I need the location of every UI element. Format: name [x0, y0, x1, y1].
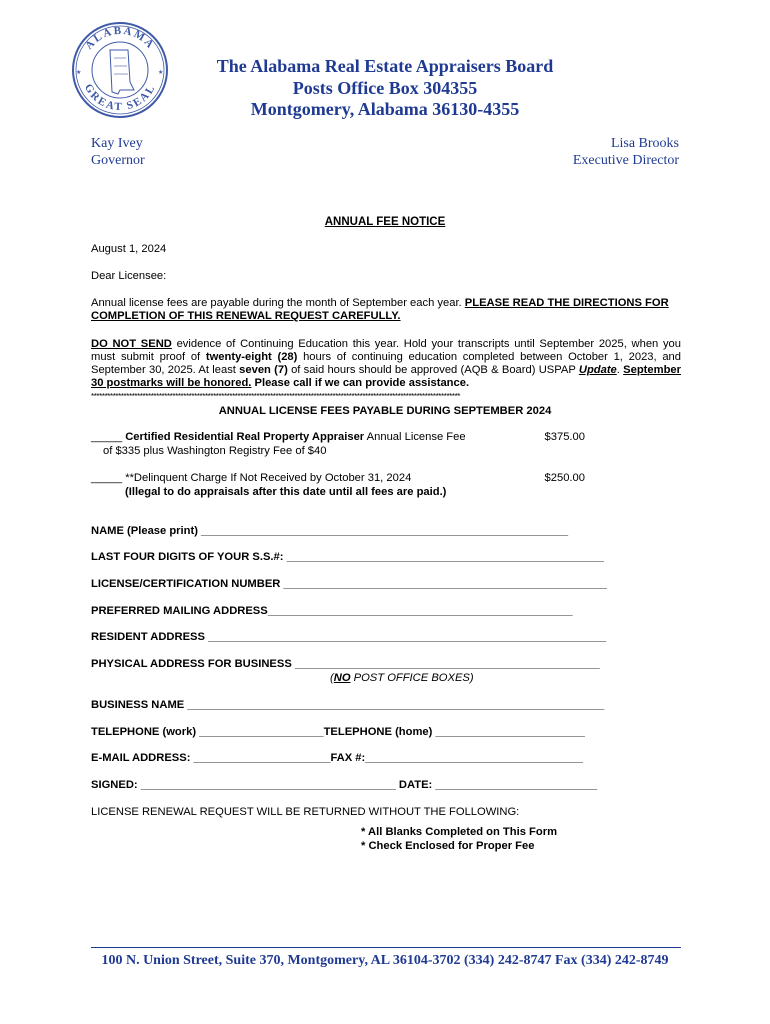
star-divider: ****************************************************************************************************************************************	[91, 392, 461, 401]
notice-date: August 1, 2024	[91, 243, 167, 255]
svg-text:★: ★	[76, 70, 82, 76]
governor-name: Kay Ivey	[91, 136, 143, 151]
fee-line-delinquent: _____ **Delinquent Charge If Not Received by October 31, 2024	[91, 472, 412, 484]
business-name-field[interactable]: BUSINESS NAME ___________________________________________________________________	[91, 699, 605, 711]
notice-title: ANNUAL FEE NOTICE	[324, 216, 446, 228]
paragraph-1: Annual license fees are payable during the month of September each year. PLEASE READ THE DIRECTIONS FOR COMPLETION OF THIS RENEWAL REQUEST CAREFULLY.	[91, 297, 669, 322]
requirement-check: * Check Enclosed for Proper Fee	[361, 840, 535, 852]
email-fax-fields[interactable]: E-MAIL ADDRESS: ______________________FAX #:___________________________________	[91, 752, 584, 764]
governor-title: Governor	[91, 153, 145, 168]
salutation: Dear Licensee:	[91, 270, 167, 282]
directions-emphasis: PLEASE READ THE DIRECTIONS FOR COMPLETION OF THIS RENEWAL REQUEST CAREFULLY.	[91, 297, 669, 322]
seal-top-text: ALABAMA	[82, 24, 158, 52]
returned-notice: LICENSE RENEWAL REQUEST WILL BE RETURNED WITHOUT THE FOLLOWING:	[91, 806, 520, 818]
footer-divider	[91, 947, 681, 948]
no-po-box-note: (NO POST OFFICE BOXES)	[330, 672, 474, 684]
mailing-address-field[interactable]: PREFERRED MAILING ADDRESS_________________________________________________	[91, 605, 573, 617]
svg-text:★: ★	[158, 70, 164, 76]
business-physical-address-field[interactable]: PHYSICAL ADDRESS FOR BUSINESS _________________________________________________	[91, 658, 600, 670]
director-block	[573, 135, 679, 169]
director-name: Lisa Brooks	[610, 136, 679, 151]
fee-line-certified: _____ Certified Residential Real Property Appraiser Annual License Fee	[91, 431, 466, 443]
footer-address: 100 N. Union Street, Suite 370, Montgomery, AL 36104-3702 (334) 242-8747 Fax (334) 242-8749	[101, 953, 669, 968]
seal-bottom-text: GREAT SEAL	[81, 82, 159, 114]
name-field[interactable]: NAME (Please print) ___________________________________________________________	[91, 525, 569, 537]
requirement-blanks: * All Blanks Completed on This Form	[361, 826, 558, 838]
svg-text:ALABAMA	[83, 25, 157, 52]
telephone-fields[interactable]: TELEPHONE (work) ____________________TELEPHONE (home) ________________________	[91, 726, 585, 738]
board-city: Montgomery, Alabama 36130-4355	[250, 99, 520, 119]
fee-line-certified-sub: of $335 plus Washington Registry Fee of $40	[103, 445, 327, 457]
board-po-box: Posts Office Box 304355	[292, 78, 478, 98]
fee-line-delinquent-note: (Illegal to do appraisals after this date until all fees are paid.)	[125, 486, 447, 498]
license-number-field[interactable]: LICENSE/CERTIFICATION NUMBER ____________________________________________________	[91, 578, 608, 590]
ssn-field[interactable]: LAST FOUR DIGITS OF YOUR S.S.#: ___________________________________________________	[91, 551, 604, 563]
board-name: The Alabama Real Estate Appraisers Board	[216, 56, 554, 76]
signature-date-fields[interactable]: SIGNED: _________________________________________ DATE: __________________________	[91, 779, 598, 791]
fees-heading: ANNUAL LICENSE FEES PAYABLE DURING SEPTEMBER 2024	[218, 405, 552, 417]
director-title: Executive Director	[572, 153, 679, 168]
governor-block	[91, 135, 145, 169]
paragraph-2: DO NOT SEND evidence of Continuing Education this year. Hold your transcripts until September 2025, when you must submit proof of twenty-eight (28) hours of continuing education completed between October 1, 2023, and September 30, 2025. At least seven (7) of said hours should be approved (AQB & Board) USPAP Update. September 30 postmarks will be honored. Please call if we can provide assistance.	[91, 338, 681, 389]
resident-address-field[interactable]: RESIDENT ADDRESS ________________________________________________________________	[91, 631, 607, 643]
